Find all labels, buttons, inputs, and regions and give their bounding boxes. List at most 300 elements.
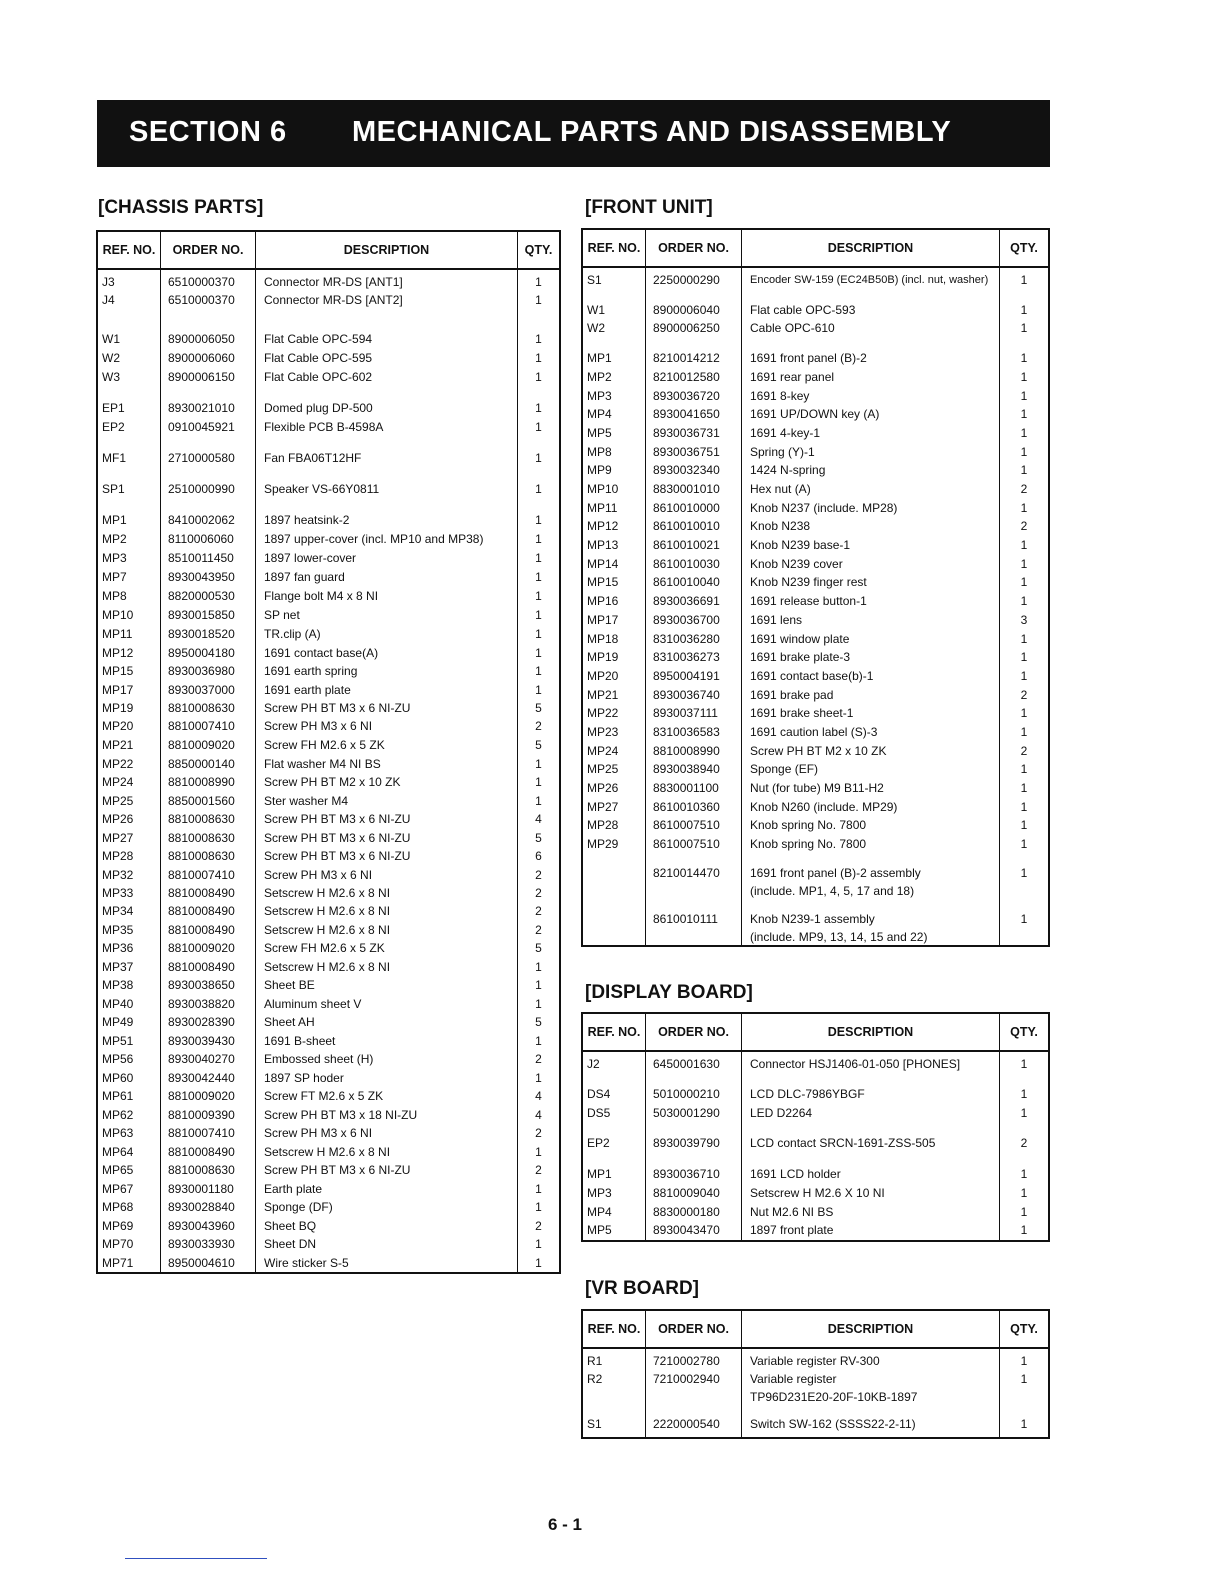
ref-no: MP33 <box>102 886 134 900</box>
ref-no <box>583 864 646 900</box>
description <box>742 536 1000 554</box>
description <box>742 1352 1000 1370</box>
description-line: Nut (for tube) M9 B11-H2 <box>750 781 884 795</box>
description-line: Embossed sheet (H) <box>264 1052 374 1066</box>
qty: 2 <box>535 719 542 733</box>
table-row <box>98 939 559 957</box>
order-no: 8930032340 <box>653 463 720 477</box>
description <box>256 644 518 662</box>
description-line: Screw PH M3 x 6 NI <box>264 719 373 733</box>
qty: 1 <box>535 997 542 1011</box>
ref-no: J4 <box>102 293 115 307</box>
description-line: Screw PH BT M3 x 6 NI-ZU <box>264 849 411 863</box>
table-row <box>98 273 559 291</box>
description-line: 1691 caution label (S)-3 <box>750 725 878 739</box>
description <box>256 755 518 773</box>
table-row <box>98 755 559 773</box>
description-line: Switch SW-162 (SSSS22-2-11) <box>750 1417 916 1431</box>
description <box>256 1106 518 1124</box>
description <box>256 958 518 976</box>
description-line: Screw PH BT M3 x 6 NI-ZU <box>264 812 411 826</box>
qty: 1 <box>535 646 542 660</box>
qty: 1 <box>535 1182 542 1196</box>
table-row <box>98 1161 559 1179</box>
qty: 1 <box>1020 669 1028 683</box>
description-line: TR.clip (A) <box>264 627 321 641</box>
description <box>256 1180 518 1198</box>
qty: 2 <box>535 1126 542 1140</box>
ref-no: MP10 <box>102 608 134 622</box>
description-line-2: TP96D231E20-20F-10KB-1897 <box>750 1390 918 1404</box>
table-row <box>98 606 559 624</box>
description-line: Sheet DN <box>264 1237 317 1251</box>
qty-header: QTY. <box>1010 1025 1038 1039</box>
description <box>256 291 518 309</box>
ref-no: MP37 <box>102 960 134 974</box>
chassis-heading: [CHASSIS PARTS] <box>98 197 264 218</box>
description <box>742 723 1000 741</box>
table-row <box>98 810 559 828</box>
qty: 2 <box>535 1163 542 1177</box>
ref-no: MP3 <box>102 551 127 565</box>
table-row <box>583 704 1048 722</box>
table-row <box>98 976 559 994</box>
order-no: 7210002780 <box>653 1354 720 1368</box>
description <box>256 662 518 680</box>
description-line: Knob spring No. 7800 <box>750 837 867 851</box>
qty: 1 <box>535 275 542 289</box>
description-line: Variable register <box>750 1372 837 1386</box>
qty: 3 <box>1020 613 1028 627</box>
table-row <box>583 1055 1048 1073</box>
order-no: 2250000290 <box>653 273 720 287</box>
description <box>256 884 518 902</box>
description-line: Screw PH BT M3 x 18 NI-ZU <box>264 1108 418 1122</box>
description-line: Screw PH BT M3 x 6 NI-ZU <box>264 831 411 845</box>
description <box>256 625 518 643</box>
table-row <box>98 349 559 367</box>
order-no: 8810009390 <box>168 1108 235 1122</box>
description <box>742 1415 1000 1433</box>
description-line: 1691 brake pad <box>750 688 834 702</box>
qty: 1 <box>535 401 542 415</box>
description-line: 1691 brake plate-3 <box>750 650 851 664</box>
description-line-2: (include. MP9, 13, 14, 15 and 22) <box>750 930 928 944</box>
order-no: 8930033930 <box>168 1237 235 1251</box>
ref-no: MP68 <box>102 1200 134 1214</box>
description-line: Variable register RV-300 <box>750 1354 880 1368</box>
qty: 1 <box>535 532 542 546</box>
description <box>256 976 518 994</box>
description-line: Setscrew H M2.6 X 10 NI <box>750 1186 885 1200</box>
ref-no: MP7 <box>102 570 127 584</box>
order-no: 8810008630 <box>168 701 235 715</box>
order-no: 8900006050 <box>168 332 235 346</box>
qty: 1 <box>535 664 542 678</box>
description <box>742 910 1000 946</box>
qty: 1 <box>535 513 542 527</box>
description <box>256 699 518 717</box>
order-no: 8950004180 <box>168 646 235 660</box>
description <box>256 1050 518 1068</box>
ref-no: MP29 <box>587 837 619 851</box>
qty: 1 <box>535 978 542 992</box>
qty: 2 <box>535 868 542 882</box>
vr-board-table <box>581 1309 1050 1439</box>
description <box>256 829 518 847</box>
order-no: 6450001630 <box>653 1057 720 1071</box>
description-line: 1691 LCD holder <box>750 1167 841 1181</box>
description <box>256 939 518 957</box>
ref-no: MP40 <box>102 997 134 1011</box>
order-no: 8610010111 <box>653 912 718 926</box>
table-row <box>583 1104 1048 1122</box>
description-line: Spring (Y)-1 <box>750 445 815 459</box>
vr-board-heading: [VR BOARD] <box>585 1278 699 1299</box>
section-number: SECTION 6 <box>129 116 287 148</box>
qty: 1 <box>535 1200 542 1214</box>
order-no: 8810008630 <box>168 812 235 826</box>
table-row <box>583 387 1048 405</box>
order-no: 8930018520 <box>168 627 235 641</box>
description-line: 1691 4-key-1 <box>750 426 821 440</box>
description-line: Encoder SW-159 (EC24B50B) (incl. nut, washer) <box>750 274 989 286</box>
qty: 5 <box>535 701 542 715</box>
qty: 2 <box>1020 1136 1028 1150</box>
description <box>256 1254 518 1272</box>
description-line: 1691 release button-1 <box>750 594 867 608</box>
ref-no-header: REF. NO. <box>583 1311 646 1347</box>
ref-no: MF1 <box>102 451 126 465</box>
description <box>742 517 1000 535</box>
ref-no: R1 <box>587 1354 603 1368</box>
description <box>742 271 1000 289</box>
description-line: 1691 earth spring <box>264 664 358 678</box>
qty: 1 <box>535 570 542 584</box>
table-header <box>583 1311 1048 1349</box>
description <box>742 1085 1000 1103</box>
order-no: 8610010040 <box>653 575 720 589</box>
qty: 1 <box>1020 1205 1028 1219</box>
ref-no: MP65 <box>102 1163 134 1177</box>
description <box>742 461 1000 479</box>
order-no: 8930037000 <box>168 683 235 697</box>
ref-no: MP25 <box>102 794 134 808</box>
order-no: 8610010021 <box>653 538 720 552</box>
description-line: Screw FH M2.6 x 5 ZK <box>264 941 385 955</box>
ref-no: MP5 <box>587 426 612 440</box>
description-line: 1691 B-sheet <box>264 1034 336 1048</box>
table-row <box>583 816 1048 834</box>
order-no: 8210014212 <box>653 351 720 365</box>
ref-no: J2 <box>587 1057 600 1071</box>
order-no: 8930043950 <box>168 570 235 584</box>
table-row <box>98 1013 559 1031</box>
description <box>742 387 1000 405</box>
table-row <box>98 1217 559 1235</box>
description-line: Hex nut (A) <box>750 482 811 496</box>
description-line: 1424 N-spring <box>750 463 826 477</box>
table-body <box>583 268 1048 945</box>
description <box>742 611 1000 629</box>
order-no: 8310036583 <box>653 725 720 739</box>
qty: 1 <box>535 293 542 307</box>
qty: 1 <box>535 332 542 346</box>
description-line: Flat washer M4 NI BS <box>264 757 381 771</box>
ref-no: MP3 <box>587 1186 612 1200</box>
description-line: 1897 SP hoder <box>264 1071 344 1085</box>
description-line: Screw PH BT M3 x 6 NI-ZU <box>264 1163 411 1177</box>
footer-rule <box>125 1558 267 1559</box>
qty: 1 <box>1020 303 1028 317</box>
description <box>742 630 1000 648</box>
order-no: 8810009020 <box>168 1089 235 1103</box>
qty: 5 <box>535 831 542 845</box>
qty: 1 <box>1020 1057 1028 1071</box>
description <box>256 792 518 810</box>
table-row <box>583 499 1048 517</box>
qty: 1 <box>1020 557 1028 571</box>
table-row <box>98 681 559 699</box>
order-no: 6510000370 <box>168 275 235 289</box>
table-row <box>583 1370 1048 1406</box>
ref-no: MP36 <box>102 941 134 955</box>
description-line: Setscrew H M2.6 x 8 NI <box>264 960 391 974</box>
description-line: 1691 lens <box>750 613 803 627</box>
qty: 1 <box>535 775 542 789</box>
qty-header: QTY. <box>524 243 553 257</box>
table-row <box>583 424 1048 442</box>
description-line: Wire sticker S-5 <box>264 1256 349 1270</box>
table-row <box>98 773 559 791</box>
table-row <box>98 368 559 386</box>
order-no: 8610010030 <box>653 557 720 571</box>
ref-no: MP26 <box>102 812 134 826</box>
qty: 5 <box>535 738 542 752</box>
order-no-header: ORDER NO. <box>161 232 256 268</box>
qty: 1 <box>1020 351 1028 365</box>
qty: 1 <box>1020 594 1028 608</box>
description <box>256 1198 518 1216</box>
ref-no: MP1 <box>102 513 127 527</box>
description-line: Connector MR-DS [ANT2] <box>264 293 403 307</box>
description <box>256 1235 518 1253</box>
ref-no: MP70 <box>102 1237 134 1251</box>
table-row <box>583 1203 1048 1221</box>
ref-no: MP38 <box>102 978 134 992</box>
order-no: 8930036700 <box>653 613 720 627</box>
order-no: 5010000210 <box>653 1087 720 1101</box>
order-no: 8900006060 <box>168 351 235 365</box>
qty: 1 <box>1020 501 1028 515</box>
qty-header: QTY. <box>1010 1322 1038 1336</box>
ref-no: MP23 <box>587 725 619 739</box>
table-row <box>98 699 559 717</box>
qty: 1 <box>535 351 542 365</box>
description <box>256 511 518 529</box>
order-no: 8900006150 <box>168 370 235 384</box>
order-no: 8900006250 <box>653 321 720 335</box>
description <box>256 349 518 367</box>
ref-no: MP2 <box>587 370 612 384</box>
ref-no: R2 <box>587 1372 603 1386</box>
ref-no: MP34 <box>102 904 134 918</box>
order-no: 8810007410 <box>168 1126 235 1140</box>
order-no: 8930043960 <box>168 1219 235 1233</box>
description <box>256 330 518 348</box>
order-no: 8610007510 <box>653 818 720 832</box>
description <box>256 587 518 605</box>
ref-no: MP18 <box>587 632 619 646</box>
description <box>256 530 518 548</box>
table-row <box>583 835 1048 853</box>
ref-no: MP17 <box>587 613 619 627</box>
description-line: LCD DLC-7986YBGF <box>750 1087 865 1101</box>
qty: 1 <box>1020 1186 1028 1200</box>
ref-no: MP56 <box>102 1052 134 1066</box>
description-line: Flange bolt M4 x 8 NI <box>264 589 379 603</box>
order-no: 8110006060 <box>168 532 234 546</box>
ref-no: MP27 <box>102 831 134 845</box>
qty: 1 <box>535 451 542 465</box>
order-no: 8830001010 <box>653 482 720 496</box>
ref-no: MP4 <box>587 407 612 421</box>
description <box>742 1165 1000 1183</box>
description-line: Flat Cable OPC-594 <box>264 332 373 346</box>
description-line: Flat cable OPC-593 <box>750 303 856 317</box>
ref-no: MP1 <box>587 1167 612 1181</box>
qty: 1 <box>1020 407 1028 421</box>
description-line: Knob N260 (include. MP29) <box>750 800 898 814</box>
order-no: 8810008990 <box>168 775 235 789</box>
qty: 1 <box>1020 866 1028 880</box>
order-no: 8410002062 <box>168 513 235 527</box>
table-row <box>98 1106 559 1124</box>
qty: 1 <box>535 794 542 808</box>
ref-no: MP61 <box>102 1089 134 1103</box>
description-line: Flat Cable OPC-595 <box>264 351 373 365</box>
description-line: Knob N239 cover <box>750 557 843 571</box>
order-no: 0910045921 <box>168 420 235 434</box>
order-no: 8810009020 <box>168 738 235 752</box>
order-no: 8610007510 <box>653 837 720 851</box>
table-row <box>98 511 559 529</box>
description <box>742 648 1000 666</box>
qty: 1 <box>535 1237 542 1251</box>
order-no: 8930036751 <box>653 445 720 459</box>
order-no: 8930028390 <box>168 1015 235 1029</box>
ref-no: MP9 <box>587 463 612 477</box>
description <box>742 555 1000 573</box>
qty: 1 <box>1020 1223 1028 1237</box>
order-no: 8850001560 <box>168 794 235 808</box>
display-board-table <box>581 1012 1050 1242</box>
ref-no: MP22 <box>587 706 619 720</box>
description-line: Knob N239-1 assembly <box>750 912 875 926</box>
ref-no: MP8 <box>587 445 612 459</box>
description <box>256 847 518 865</box>
ref-no: MP69 <box>102 1219 134 1233</box>
order-no: 8930039790 <box>653 1136 720 1150</box>
description <box>256 568 518 586</box>
description-line: 1691 brake sheet-1 <box>750 706 854 720</box>
ref-no-header: REF. NO. <box>583 1014 646 1050</box>
description <box>742 835 1000 853</box>
order-no: 8930038940 <box>653 762 720 776</box>
qty: 1 <box>1020 1354 1028 1368</box>
table-row <box>583 686 1048 704</box>
qty: 1 <box>1020 1087 1028 1101</box>
table-row <box>98 568 559 586</box>
table-row <box>98 330 559 348</box>
qty: 1 <box>1020 762 1028 776</box>
description-line: Domed plug DP-500 <box>264 401 373 415</box>
description-line: Ster washer M4 <box>264 794 349 808</box>
order-no: 8310036273 <box>653 650 720 664</box>
description-line: Screw PH BT M3 x 6 NI-ZU <box>264 701 411 715</box>
order-no: 8930036691 <box>653 594 720 608</box>
table-row <box>98 921 559 939</box>
description-line: Setscrew H M2.6 x 8 NI <box>264 886 391 900</box>
table-row <box>98 1032 559 1050</box>
qty: 1 <box>535 1256 542 1270</box>
ref-no: MP24 <box>102 775 134 789</box>
description <box>742 592 1000 610</box>
description-line: 1691 rear panel <box>750 370 835 384</box>
description <box>256 1217 518 1235</box>
order-no: 7210002940 <box>653 1372 720 1386</box>
description-line: 1691 front panel (B)-2 assembly <box>750 866 921 880</box>
description <box>256 1087 518 1105</box>
description-line: Sponge (DF) <box>264 1200 333 1214</box>
order-no: 8930015850 <box>168 608 235 622</box>
description <box>256 1013 518 1031</box>
order-no: 2510000990 <box>168 482 235 496</box>
order-no: 8930039430 <box>168 1034 235 1048</box>
qty: 2 <box>535 904 542 918</box>
description-line: 1691 8-key <box>750 389 810 403</box>
table-row <box>583 779 1048 797</box>
description <box>256 368 518 386</box>
description-line-2: (include. MP1, 4, 5, 17 and 18) <box>750 884 915 898</box>
description <box>742 1104 1000 1122</box>
ref-no: MP25 <box>587 762 619 776</box>
description-line: Screw PH M3 x 6 NI <box>264 868 373 882</box>
table-row <box>583 1415 1048 1433</box>
description <box>742 424 1000 442</box>
table-row <box>583 1165 1048 1183</box>
qty: 4 <box>535 812 542 826</box>
qty: 1 <box>1020 321 1028 335</box>
description <box>742 667 1000 685</box>
ref-no: MP13 <box>587 538 619 552</box>
table-row <box>583 517 1048 535</box>
description <box>742 1370 1000 1406</box>
ref-no: SP1 <box>102 482 125 496</box>
ref-no: DS5 <box>587 1106 611 1120</box>
qty: 2 <box>535 923 542 937</box>
table-row <box>583 480 1048 498</box>
description <box>742 405 1000 423</box>
table-row <box>583 461 1048 479</box>
qty: 1 <box>535 960 542 974</box>
ref-no: MP24 <box>587 744 619 758</box>
order-no: 8950004610 <box>168 1256 235 1270</box>
display-board-heading: [DISPLAY BOARD] <box>585 982 753 1003</box>
qty: 1 <box>1020 370 1028 384</box>
description-line: Sponge (EF) <box>750 762 819 776</box>
order-no: 8830000180 <box>653 1205 720 1219</box>
